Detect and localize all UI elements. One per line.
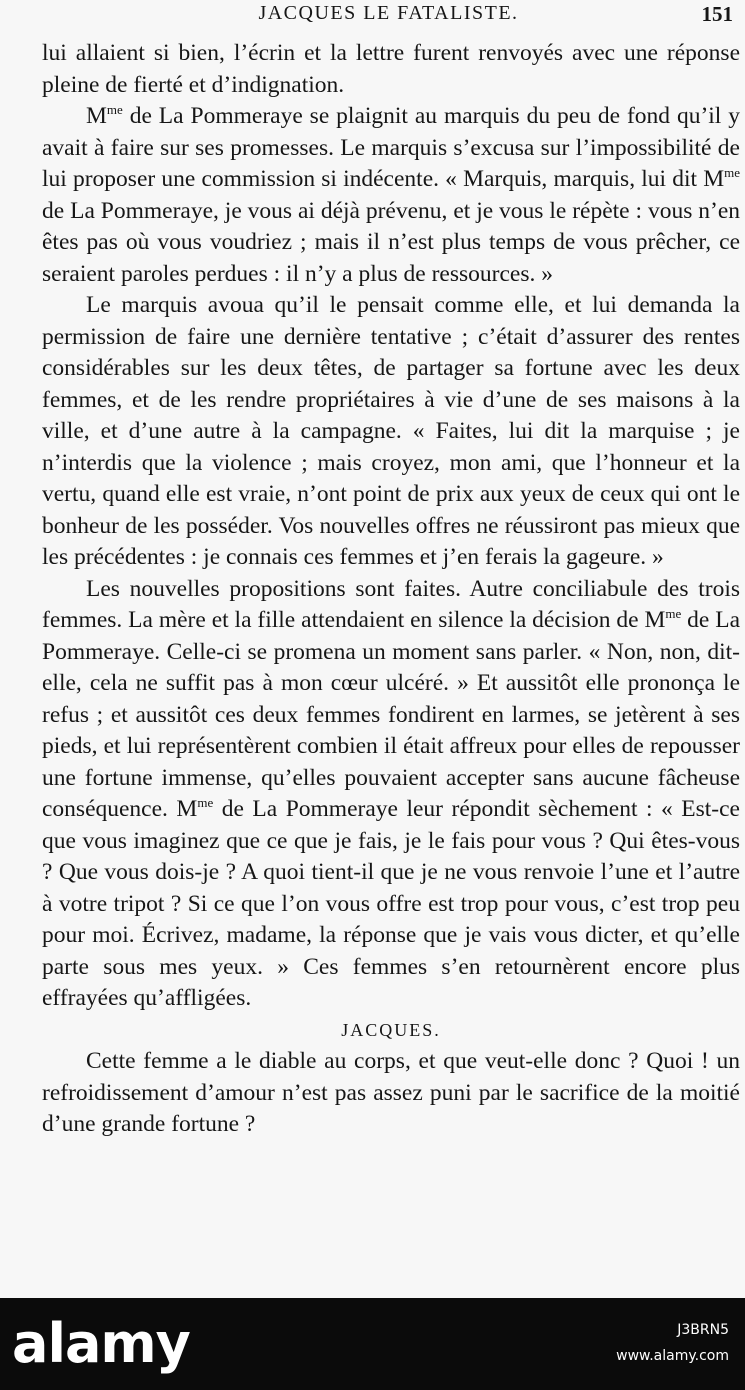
site-url: www.alamy.com xyxy=(616,1348,729,1364)
paragraph-2 xyxy=(42,101,740,290)
text-span: de La Pommeraye, je vous ai déjà prévenu, et je vous le répète : vous n’en êtes pas où vous voudriez ; mais il n’est plus temps de vous prêcher, ce seraient paroles perdues : il n’y a plus de ressources. » xyxy=(42,197,740,287)
superscript: me xyxy=(665,606,682,622)
superscript: me xyxy=(106,102,123,118)
speaker-heading: JACQUES. xyxy=(341,1019,441,1040)
page-number: 151 xyxy=(701,2,733,26)
superscript: me xyxy=(724,165,740,181)
text-span: de La Pommeraye leur répondit sèchement : « Est-ce que vous imaginez que ce que je fais, je le fais pour vous ? Qui êtes-vous ? Que vous dois-je ? A quoi tient-il que je ne vous renvoie l’une et l’autre à votre tripot ? Si ce que l’on vous offre est trop pour vous, c’est trop peu pour moi. Écrivez, madame, la réponse que je vais vous dicter, et qu’elle parte sous mes yeux. » Ces femmes s’en retournèrent encore plus effrayées qu’affligées. xyxy=(42,796,740,1011)
watermark-footer xyxy=(0,1298,745,1390)
paragraph-3: Le marquis avoua qu’il le pensait comme elle, et lui demanda la permission de faire une dernière tentative ; c’était d’assurer des rentes considérables sur les deux têtes, de partager sa fortune avec les deux femmes, et de les rendre propriétaires à vie d’une de ses maisons à la ville, et d’une autre à la campagne. « Faites, lui dit la marquise ; je n’interdis que la violence ; mais croyez, mon ami, que l’honneur et la vertu, quand elle est vraie, n’ont point de prix aux yeux de ceux qui ont le bonheur de les posséder. Vos nouvelles offres ne réussiront pas mieux que les précédentes : je connais ces femmes et j’en ferais la gageure. » xyxy=(42,292,740,570)
superscript: me xyxy=(197,795,214,811)
text-span: M xyxy=(86,103,107,129)
text-body xyxy=(42,38,740,1141)
text-span: de La Pommeraye se plaignit au marquis du peu de fond qu’il y avait à faire sur ses promesses. Le marquis s’excusa sur l’impossibilité de lui proposer une commission si indécente. « Marquis, marquis, lui dit M xyxy=(42,103,740,192)
image-id: J3BRN5 xyxy=(677,1322,729,1338)
paragraph-5: Cette femme a le diable au corps, et que veut-elle donc ? Quoi ! un refroidissement d’amour n’est pas assez puni par le sacrifice de la moitié d’une grande fortune ? xyxy=(42,1048,740,1137)
paragraph-1: lui allaient si bien, l’écrin et la lettre furent renvoyés avec une réponse pleine de fierté et d’indignation. xyxy=(42,40,740,98)
paragraph-4 xyxy=(42,574,740,1015)
text-span: de La Pommeraye. Celle-ci se promena un moment sans parler. « Non, non, dit-elle, cela ne suffit pas à mon cœur ulcéré. » Et aussitôt elle prononça le refus ; et aussitôt ces deux femmes fondirent en larmes, se jetèrent à ses pieds, et lui représentèrent combien il était affreux pour elles de repousser une fortune immense, qu’elles pouvaient accepter sans aucune fâcheuse conséquence. M xyxy=(42,607,741,822)
running-head xyxy=(44,2,733,28)
running-title: JACQUES LE FATALISTE. xyxy=(258,2,519,24)
text-span: Les nouvelles propositions sont faites. Autre conciliabule des trois femmes. La mère et la fille attendaient en silence la décision de M xyxy=(42,575,740,633)
brand-logo: alamy xyxy=(12,1312,190,1375)
